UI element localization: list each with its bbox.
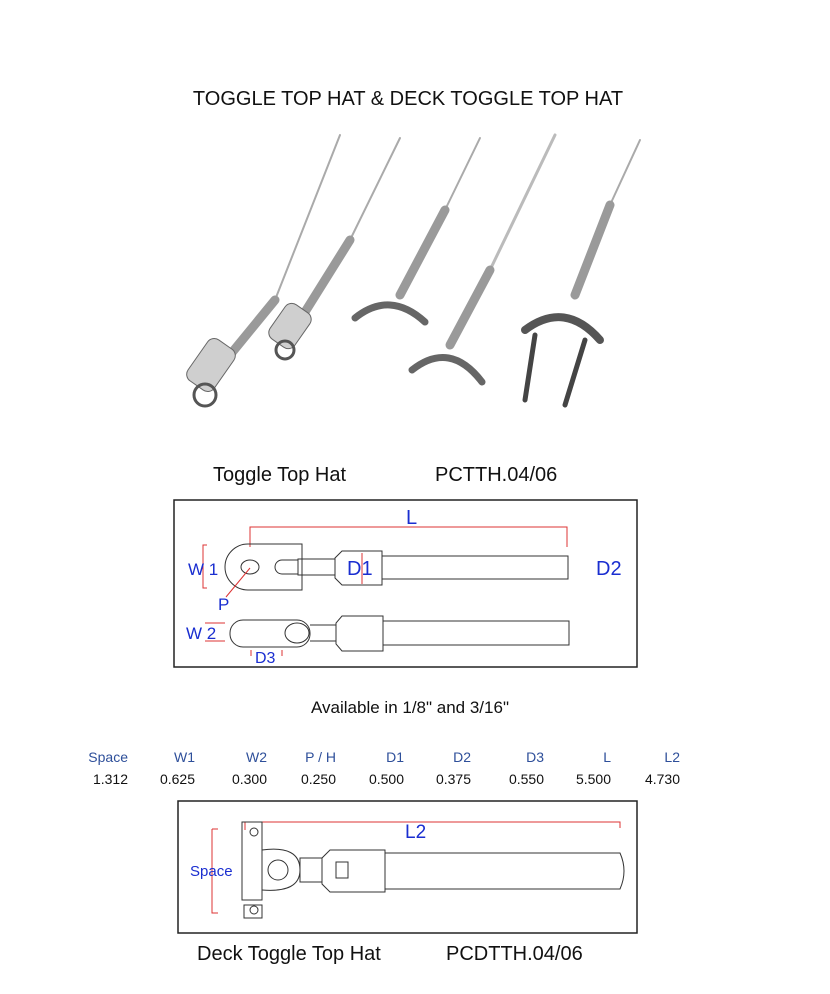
label-L: L	[406, 507, 418, 529]
deck-toggle-diagram	[178, 801, 637, 933]
product-2	[266, 138, 400, 359]
header-w1: W1	[174, 749, 195, 765]
page-title: TOGGLE TOP HAT & DECK TOGGLE TOP HAT	[192, 88, 624, 110]
label-W1: W 1	[188, 560, 219, 579]
header-d2: D2	[453, 749, 471, 765]
value-ph: 0.250	[300, 771, 336, 787]
product-photo	[184, 135, 640, 406]
value-d2: 0.375	[435, 771, 471, 787]
product-1	[184, 135, 340, 406]
value-l2: 4.730	[644, 771, 680, 787]
value-space: 1.312	[92, 771, 128, 787]
value-d3: 0.550	[508, 771, 544, 787]
product-3	[355, 138, 480, 322]
label-W2: W 2	[186, 624, 217, 643]
header-w2: W2	[246, 749, 267, 765]
deck-name: Deck Toggle Top Hat	[197, 943, 381, 965]
availability-note: Available in 1/8" and 3/16"	[311, 698, 509, 717]
label-D2: D2	[596, 558, 622, 580]
toggle-name: Toggle Top Hat	[213, 464, 347, 486]
label-D3: D3	[255, 650, 276, 667]
header-l: L	[603, 749, 611, 765]
value-w2: 0.300	[231, 771, 267, 787]
value-d1: 0.500	[368, 771, 404, 787]
value-l: 5.500	[575, 771, 611, 787]
header-l2: L2	[664, 749, 680, 765]
header-d1: D1	[386, 749, 404, 765]
label-P: P	[218, 595, 230, 614]
deck-code: PCDTTH.04/06	[446, 943, 583, 965]
header-d3: D3	[526, 749, 544, 765]
product-5	[525, 140, 640, 405]
toggle-code: PCTTH.04/06	[435, 464, 558, 486]
header-space: Space	[88, 749, 128, 765]
label-D1: D1	[347, 558, 373, 580]
label-space: Space	[190, 863, 233, 880]
header-ph: P / H	[305, 749, 336, 765]
label-L2: L2	[405, 822, 427, 843]
toggle-diagram	[174, 500, 637, 667]
value-w1: 0.625	[159, 771, 195, 787]
